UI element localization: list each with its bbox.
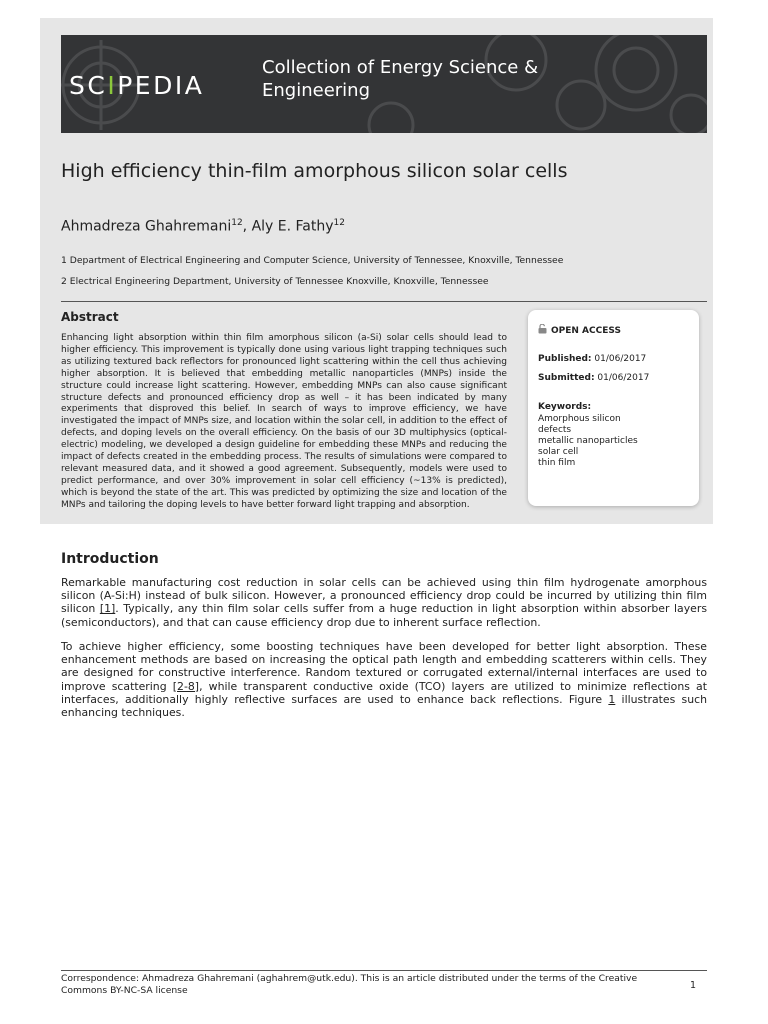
introduction-heading: Introduction (61, 551, 159, 567)
keyword[interactable]: metallic nanoparticles (538, 436, 638, 446)
intro-paragraph-2: To achieve higher efficiency, some boosting techniques have been developed for better light absorption. These enhancement methods are based on increasing the optical path length and embedding scatterers within cells. They are designed for constructive interference. Random textured or corrugated external/internal interfaces are used to improve scattering [2-8], while transparent conductive oxide (TCO) layers are utilized to minimize reflections at interfaces, additionally highly reflective surfaces are used to enhance back reflections. Figure 1 illustrates such enhancing techniques. (61, 640, 707, 720)
citation-link[interactable]: [2-8] (172, 679, 200, 693)
abstract-heading: Abstract (61, 310, 119, 324)
intro-paragraph-1: Remarkable manufacturing cost reduction in solar cells can be achieved using thin film hydrogenate amorphous silicon (A-Si:H) instead of bulk silicon. However, a pronounced efficiency drop could be incurred by utilizing thin film silicon [1]. Typically, any thin film solar cells suffer from a huge reduction in light absorption within absorber layers (semiconductors), and that can cause efficiency drop due to inherent surface reflection. (61, 576, 707, 629)
citation-link[interactable]: [1] (99, 602, 116, 616)
divider (61, 301, 707, 302)
affiliation-2: 2 Electrical Engineering Department, University of Tennessee Knoxville, Knoxville, Tennessee (61, 276, 489, 287)
abstract-text: Enhancing light absorption within thin film amorphous silicon (a-Si) solar cells should lead to higher efficiency. This improvement is typically done using various light trapping techniques such as utilizing textured back reflectors for pronounced light scattering within the cell thus achieving higher absorption. It is believed that embedding metallic nanoparticles (MNPs) inside the structure could increase light scattering. However, embedding MNPs can also cause significant structure defects and pronounced efficiency drop as well – it has been indicated by many experiments that disproved this belief. In search of ways to improve efficiency, we have investigated the impact of MNPs size, and location within the solar cell, in addition to the effect of defects, and doping levels on the overall efficiency. On the basis of our 3D multiphysics (optical-electric) modeling, we developed a design guideline for embedding these MNPs and reducing the impact of defects created in the embedding process. The results of simulations were compared to relevant measured data, and it showed a good agreement. Subsequently, models were used to predict performance, and over 30% improvement in solar cell efficiency (~13% is predicted), which is beyond the state of the art. This was predicted by optimizing the size and location of the MNPs and tailoring the doping levels to have better forward light trapping and absorption. (61, 333, 507, 510)
author-affiliation-marker: 12 (333, 218, 345, 228)
keyword[interactable]: Amorphous silicon (538, 414, 621, 424)
figure-link[interactable]: 1 (608, 692, 616, 706)
author-affiliation-marker: 12 (231, 218, 243, 228)
correspondence-note: Correspondence: Ahmadreza Ghahremani (aghahrem@utk.edu). This is an article distributed under the terms of the Creative Commons BY-NC-SA license (61, 973, 638, 996)
author-list: Ahmadreza Ghahremani$^{12}$, Aly E. Fathy$^{12}$ (61, 218, 345, 235)
footer-divider (61, 970, 707, 971)
author-name: Ahmadreza Ghahremani (61, 218, 232, 235)
open-access-badge: OPEN ACCESS (538, 324, 621, 336)
affiliation-1: 1 Department of Electrical Engineering and Computer Science, University of Tennessee, Knoxville, Tennessee (61, 255, 564, 266)
keyword[interactable]: solar cell (538, 447, 579, 457)
open-lock-icon (538, 324, 547, 334)
journal-banner (61, 35, 707, 133)
submitted-date: Submitted: 01/06/2017 (538, 373, 650, 383)
page-number: 1 (690, 980, 697, 991)
article-info-card (528, 310, 699, 506)
keywords-label: Keywords: (538, 402, 592, 412)
scipedia-logo[interactable]: SCIPEDIA (69, 71, 205, 100)
keyword[interactable]: defects (538, 425, 572, 435)
keyword[interactable]: thin film (538, 458, 576, 468)
published-date: Published: 01/06/2017 (538, 354, 647, 364)
author-name: Aly E. Fathy (251, 218, 334, 235)
keywords-list (538, 414, 638, 469)
journal-title: Collection of Energy Science & Engineering (262, 57, 539, 101)
paper-title: High efficiency thin-film amorphous silicon solar cells (61, 160, 568, 182)
